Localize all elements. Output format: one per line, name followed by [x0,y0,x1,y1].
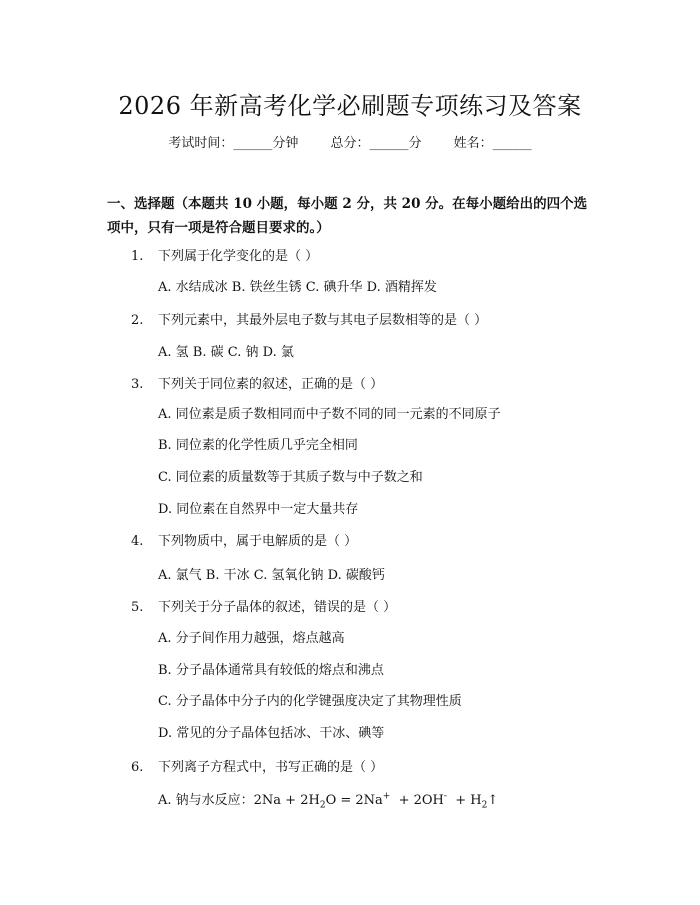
question-5-option-d: D. 常见的分子晶体包括冰、干冰、碘等 [158,726,385,741]
question-1 [131,245,318,264]
question-5 [131,596,396,615]
question-4 [131,530,357,549]
equation-subscript: 2 [481,800,488,811]
question-3 [131,373,383,392]
question-number: 2. [131,313,144,328]
up-arrow-icon: ↑ [487,793,499,808]
question-5-option-b: B. 分子晶体通常具有较低的熔点和沸点 [158,663,384,678]
equation-part: O = 2Na [325,793,383,808]
question-5-option-a: A. 分子间作用力越强，熔点越高 [158,631,345,646]
question-number: 6. [131,760,144,775]
question-stem: 下列物质中，属于电解质的是（ ） [158,534,358,549]
question-6 [131,756,383,775]
section-heading: 一、选择题（本题共 10 小题，每小题 2 分，共 20 分。在每小题给出的四个选项中，只有一项是符合题目要求的。） [107,196,588,236]
equation-subscript: 2 [319,800,326,811]
question-4-options: A. 氯气 B. 干冰 C. 氢氧化钠 D. 碳酸钙 [158,568,385,583]
equation-superscript: + [382,791,391,802]
equation-part: A. 钠与水反应：2Na + 2H [158,793,320,808]
question-stem: 下列属于化学变化的是（ ） [158,249,319,264]
exam-info-line [0,132,700,151]
question-stem: 下列元素中，其最外层电子数与其电子层数相等的是（ ） [158,313,488,328]
page-title: 2026 年新高考化学必刷题专项练习及答案 [118,92,582,120]
question-3-option-c: C. 同位素的质量数等于其质子数与中子数之和 [158,470,423,485]
question-3-option-b: B. 同位素的化学性质几乎完全相同 [158,438,358,453]
question-stem: 下列关于同位素的叙述，正确的是（ ） [158,377,384,392]
question-3-option-a: A. 同位素是质子数相同而中子数不同的同一元素的不同原子 [158,407,501,422]
question-5-option-c: C. 分子晶体中分子内的化学键强度决定了其物理性质 [158,694,462,709]
equation-superscript: - [443,791,447,802]
question-number: 4. [131,534,144,549]
question-2-options: A. 氢 B. 碳 C. 钠 D. 氯 [158,345,294,360]
equation-part: + 2OH [390,793,444,808]
question-6-option-a [158,789,498,811]
student-name-field: 姓名：______ [453,136,532,151]
question-stem: 下列离子方程式中，书写正确的是（ ） [158,760,384,775]
question-number: 5. [131,600,144,615]
question-number: 3. [131,377,144,392]
question-stem: 下列关于分子晶体的叙述，错误的是（ ） [158,600,397,615]
question-2 [131,309,487,328]
exam-time-field: 考试时间：______分钟 [168,136,299,151]
equation-part: + H [446,793,482,808]
question-3-option-d: D. 同位素在自然界中一定大量共存 [158,502,359,517]
question-1-options: A. 水结成冰 B. 铁丝生锈 C. 碘升华 D. 酒精挥发 [158,280,437,295]
total-score-field: 总分：______分 [330,136,422,151]
question-number: 1. [131,249,144,264]
